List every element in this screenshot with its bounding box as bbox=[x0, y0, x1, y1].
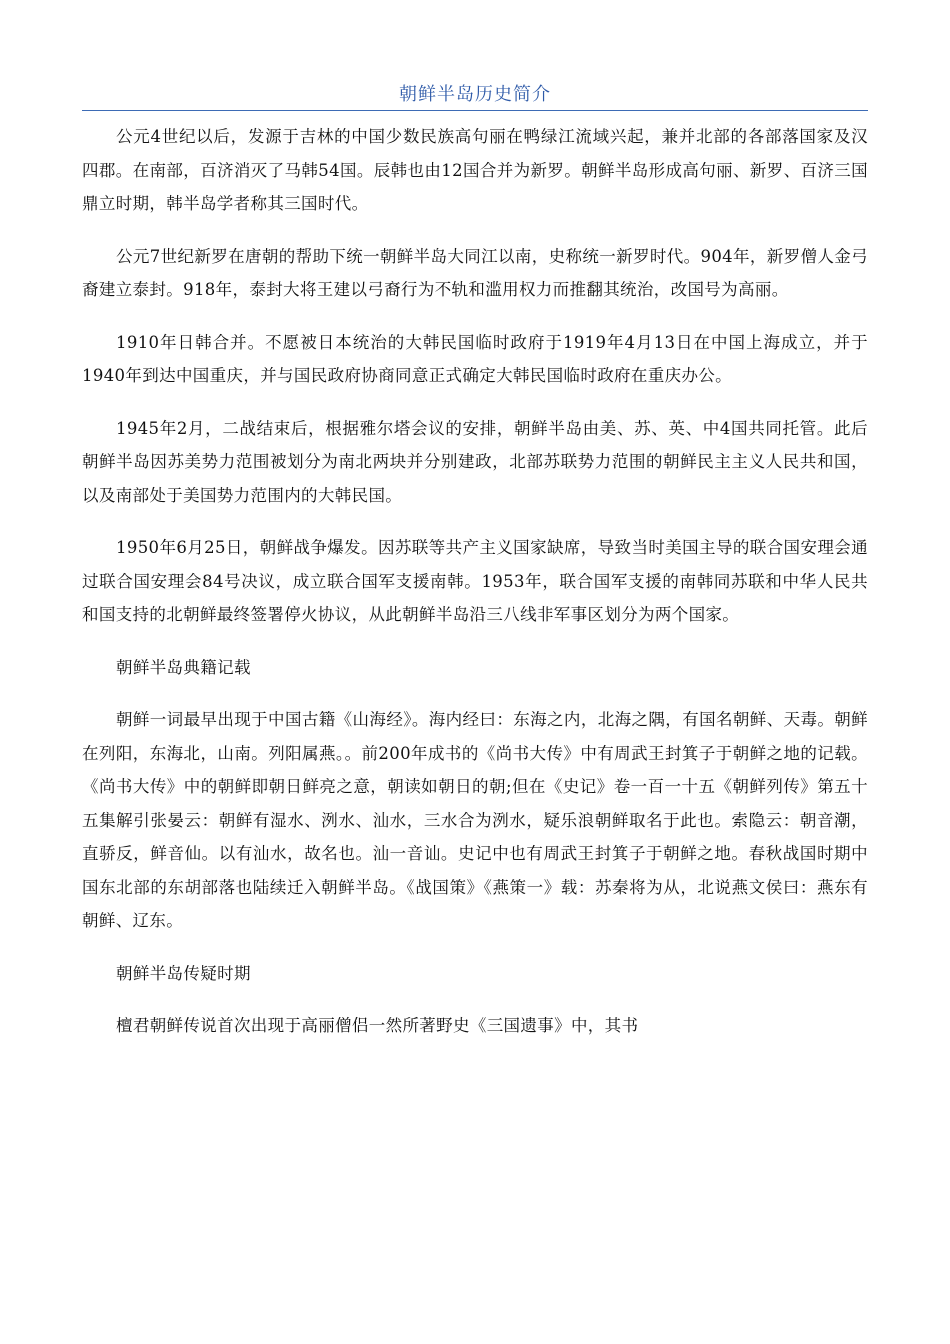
title-underline bbox=[82, 110, 868, 111]
section-heading-legendary: 朝鲜半岛传疑时期 bbox=[116, 963, 251, 983]
section-heading-classics: 朝鲜半岛典籍记载 bbox=[116, 657, 251, 677]
paragraph-annexation: 1910年日韩合并。不愿被日本统治的大韩民国临时政府于1919年4月13日在中国上海成立，并于1940年到达中国重庆，并与国民政府协商同意正式确定大韩民国临时政府在重庆办公。 bbox=[82, 332, 868, 385]
paragraph-classics: 朝鲜一词最早出现于中国古籍《山海经》。海内经曰：东海之内，北海之隅，有国名朝鲜、天毒。朝鲜在列阳，东海北，山南。列阳属燕。。前200年成书的《尚书大传》中有周武王封箕子于朝鲜之地的记载。《尚书大传》中的朝鲜即朝日鲜亮之意，朝读如朝日的朝;但在《史记》卷一百一十五《朝鲜列传》第五十五集解引张晏云：朝鲜有湿水、洌水、汕水，三水合为洌水，疑乐浪朝鲜取名于此也。索隐云：朝音潮，直骄反，鲜音仙。以有汕水，故名也。汕一音讪。史记中也有周武王封箕子于朝鲜之地。春秋战国时期中国东北部的东胡部落也陆续迁入朝鲜半岛。《战国策》《燕策一》载：苏秦将为从，北说燕文侯曰：燕东有朝鲜、辽东。 bbox=[82, 710, 868, 930]
paragraph-unified-silla: 公元7世纪新罗在唐朝的帮助下统一朝鲜半岛大同江以南，史称统一新罗时代。904年，新罗僧人金弓裔建立泰封。918年，泰封大将王建以弓裔行为不轨和滥用权力而推翻其统治，改国号为高丽。 bbox=[82, 246, 868, 299]
paragraph-trusteeship: 1945年2月，二战结束后，根据雅尔塔会议的安排，朝鲜半岛由美、苏、英、中4国共同托管。此后朝鲜半岛因苏美势力范围被划分为南北两块并分别建政，北部苏联势力范围的朝鲜民主主义人民共和国，以及南部处于美国势力范围内的大韩民国。 bbox=[82, 418, 868, 505]
document-body bbox=[82, 120, 868, 1043]
paragraph-korean-war: 1950年6月25日，朝鲜战争爆发。因苏联等共产主义国家缺席，导致当时美国主导的联合国安理会通过联合国安理会84号决议，成立联合国军支援南韩。1953年，联合国军支援的南韩同苏联和中华人民共和国支持的北朝鲜最终签署停火协议，从此朝鲜半岛沿三八线非军事区划分为两个国家。 bbox=[82, 538, 868, 624]
document-title: 朝鲜半岛历史简介 bbox=[399, 84, 551, 105]
document-page bbox=[82, 0, 868, 1062]
paragraph-legendary: 檀君朝鲜传说首次出现于高丽僧侣一然所著野史《三国遗事》中，其书 bbox=[116, 1016, 639, 1035]
paragraph-three-kingdoms: 公元4世纪以后，发源于吉林的中国少数民族高句丽在鸭绿江流域兴起，兼并北部的各部落国家及汉四郡。在南部，百济消灭了马韩54国。辰韩也由12国合并为新罗。朝鲜半岛形成高句丽、新罗、百济三国鼎立时期，韩半岛学者称其三国时代。 bbox=[82, 127, 868, 213]
